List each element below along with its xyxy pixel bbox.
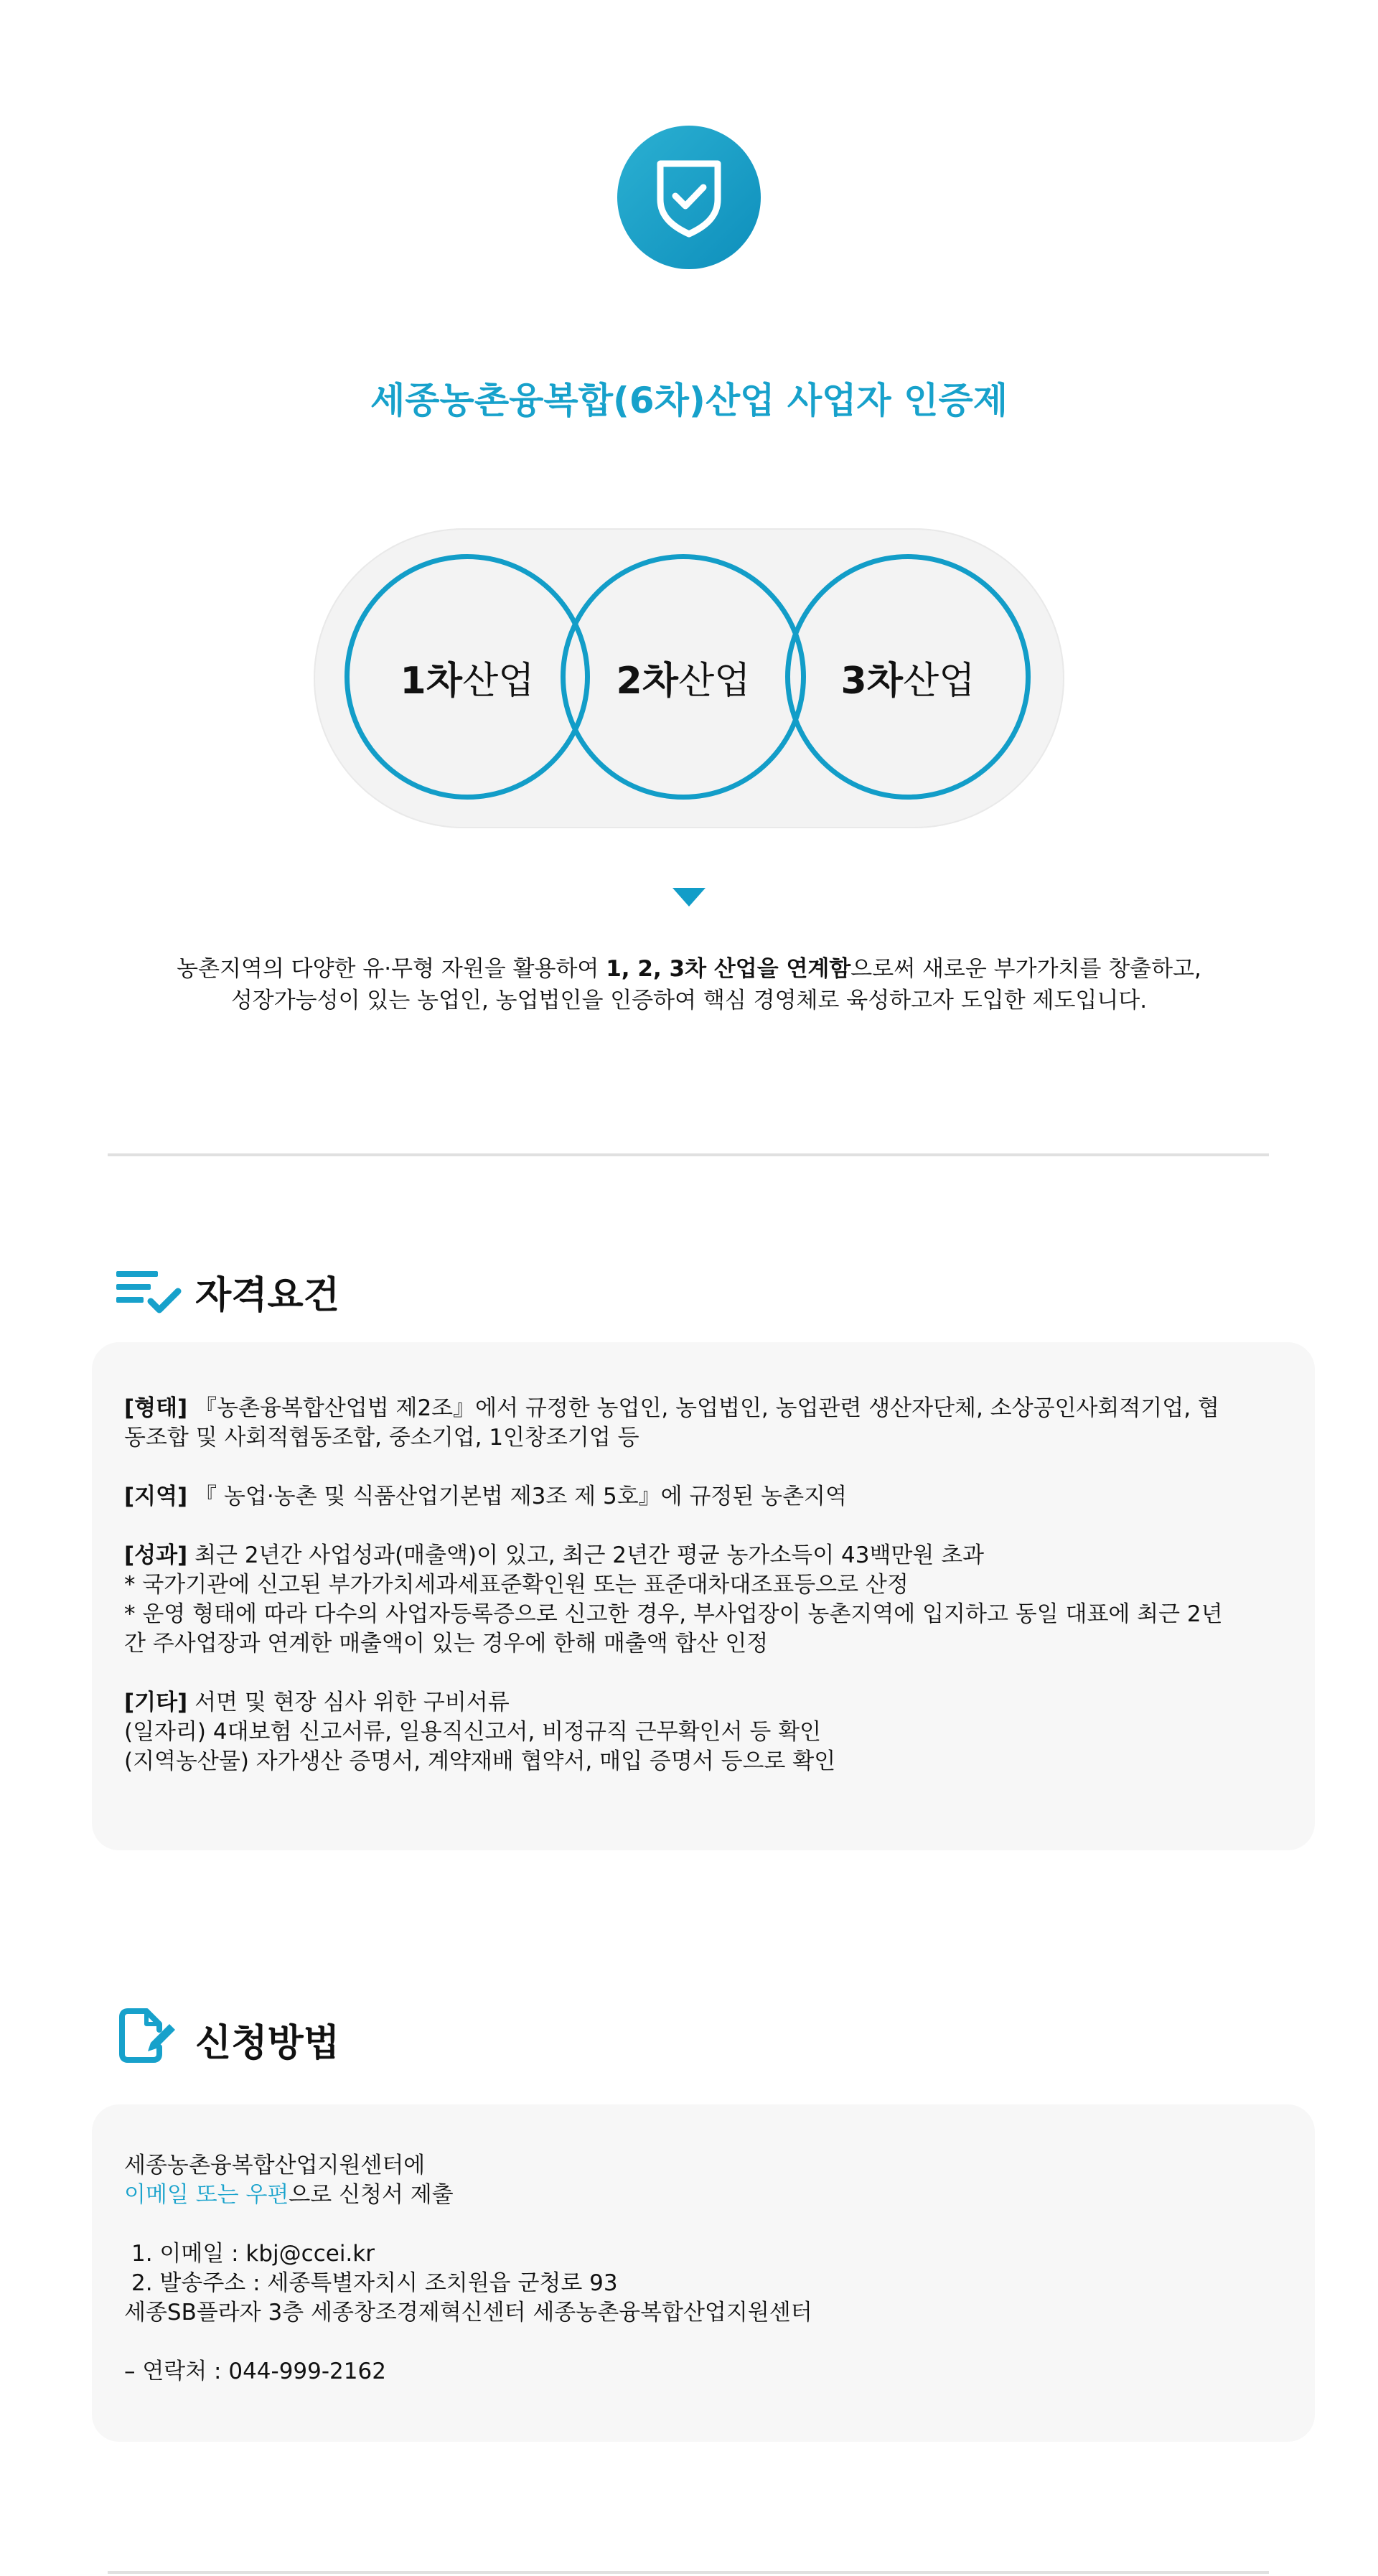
intro-text bbox=[0, 953, 1378, 1016]
bottom-divider bbox=[108, 2571, 1269, 2574]
document-edit-icon bbox=[118, 2007, 179, 2064]
etc-text: 서면 및 현장 심사 위한 구비서류 bbox=[187, 1690, 510, 1715]
result-label: [성과] bbox=[124, 1542, 188, 1568]
industry-3-num: 3차 bbox=[840, 659, 903, 703]
form-text-2: 동조합 및 사회적협동조합, 중소기업, 1인창조기업 등 bbox=[124, 1425, 639, 1451]
checklist-icon bbox=[115, 1267, 182, 1317]
result-note-2: * 운영 형태에 따라 다수의 사업자등록증으로 신고한 경우, 부사업장이 농촌지역에 입지하고 동일 대표에 최근 2년 bbox=[124, 1601, 1223, 1627]
application-box bbox=[92, 2104, 1315, 2442]
form-text: 『농촌융복합산업법 제2조』에서 규정한 농업인, 농업법인, 농업관련 생산자단체, 소상공인사회적기업, 협 bbox=[187, 1395, 1219, 1421]
industry-circle-1 bbox=[344, 554, 590, 800]
industry-2-num: 2차 bbox=[616, 659, 678, 703]
industry-2-suffix: 산업 bbox=[678, 659, 751, 703]
industry-1-num: 1차 bbox=[400, 659, 462, 703]
intro-line1-a: 농촌지역의 다양한 유·무형 자원을 활용하여 bbox=[177, 956, 606, 982]
divider bbox=[108, 1153, 1269, 1156]
application-contact: – 연락처 : 044-999-2162 bbox=[124, 2359, 386, 2384]
application-method-highlight: 이메일 또는 우편 bbox=[124, 2182, 289, 2208]
application-item-address: 2. 발송주소 : 세종특별자치시 조치원읍 군청로 93 bbox=[131, 2270, 618, 2296]
intro-line1-c: 으로써 새로운 부가가치를 창출하고, bbox=[850, 956, 1201, 982]
result-note-1: * 국가기관에 신고된 부가가치세과세표준확인원 또는 표준대차대조표등으로 산정 bbox=[124, 1572, 909, 1598]
application-item-email: 1. 이메일 : kbj@ccei.kr bbox=[131, 2241, 375, 2267]
etc-label: [기타] bbox=[124, 1690, 188, 1715]
etc-note-2: (지역농산물) 자가생산 증명서, 계약재배 협약서, 매입 증명서 등으로 확인 bbox=[124, 1748, 836, 1774]
industry-1-suffix: 산업 bbox=[461, 659, 535, 703]
application-title: 신청방법 bbox=[195, 2022, 339, 2065]
result-text: 최근 2년간 사업성과(매출액)이 있고, 최근 2년간 평균 농가소득이 43백만원 초과 bbox=[187, 1542, 985, 1568]
qualification-title: 자격요건 bbox=[195, 1274, 339, 1317]
intro-line2: 성장가능성이 있는 농업인, 농업법인을 인증하여 핵심 경영체로 육성하고자 도입한 제도입니다. bbox=[230, 988, 1148, 1013]
industry-circle-2 bbox=[561, 554, 806, 800]
qualification-box bbox=[92, 1342, 1315, 1850]
qualification-section-icon-wrap bbox=[115, 1267, 182, 1320]
application-line-1: 세종농촌융복합산업지원센터에 bbox=[124, 2153, 426, 2178]
shield-check-icon bbox=[653, 155, 725, 240]
application-item-address-2: 세종SB플라자 3층 세종창조경제혁신센터 세종농촌융복합산업지원센터 bbox=[124, 2300, 812, 2326]
industry-circle-3 bbox=[785, 554, 1031, 800]
shield-check-logo bbox=[617, 126, 761, 269]
result-note-3: 간 주사업장과 연계한 매출액이 있는 경우에 한해 매출액 합산 인정 bbox=[124, 1631, 769, 1657]
application-line-2: 으로 신청서 제출 bbox=[289, 2182, 454, 2208]
page-title: 세종농촌융복합(6차)산업 사업자 인증제 bbox=[370, 380, 1008, 421]
region-text: 『 농업·농촌 및 식품산업기본법 제3조 제 5호』에 규정된 농촌지역 bbox=[187, 1484, 847, 1509]
industry-3-suffix: 산업 bbox=[902, 659, 975, 703]
form-label: [형태] bbox=[124, 1395, 188, 1421]
region-label: [지역] bbox=[124, 1484, 188, 1509]
down-triangle-icon bbox=[672, 888, 706, 907]
etc-note-1: (일자리) 4대보험 신고서류, 일용직신고서, 비정규직 근무확인서 등 확인 bbox=[124, 1719, 822, 1745]
application-section-icon-wrap bbox=[118, 2007, 179, 2067]
intro-line1-bold: 1, 2, 3차 산업을 연계함 bbox=[606, 956, 851, 982]
